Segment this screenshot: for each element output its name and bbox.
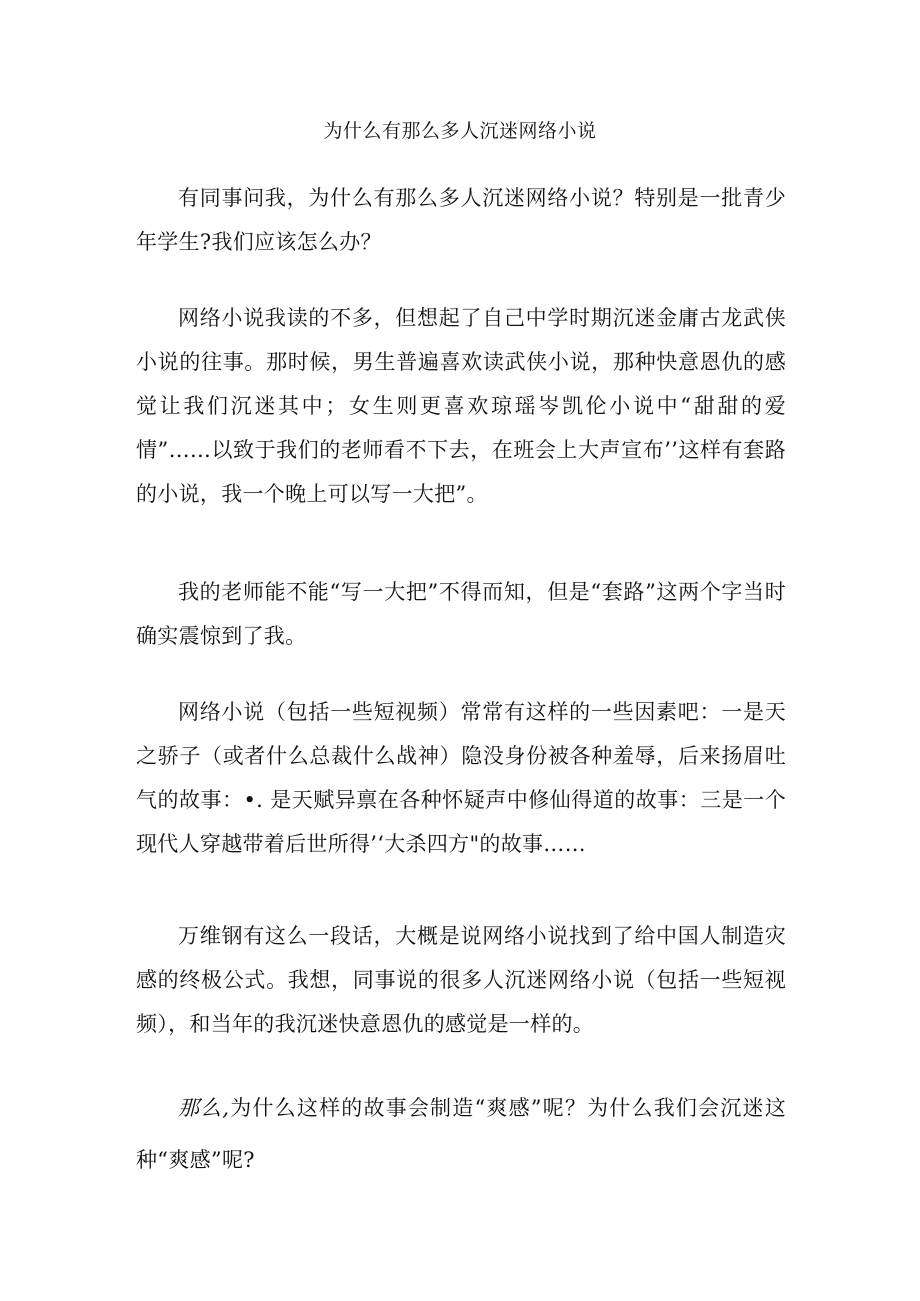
paragraph-5: 万维钢有这么一段话，大概是说网络小说找到了给中国人制造灾感的终极公式。我想，同事说的很多人沉迷网络小说（包括一些短视频），和当年的我沉迷快意恩仇的感觉是一样的。 [136, 924, 786, 1036]
document-title: 为什么有那么多人沉迷网络小说 [323, 120, 597, 142]
paragraph-1: 有同事问我，为什么有那么多人沉迷网络小说？特别是一批青少年学生?我们应该怎么办？ [136, 186, 786, 254]
paragraph-6-rest: 为什么这样的故事会制造“爽感”呢？为什么我们会沉迷这种“爽感”呢? [136, 1096, 786, 1172]
paragraph-3: 我的老师能不能“写一大把”不得而知，但是“套路”这两个字当时确实震惊到了我。 [136, 580, 786, 648]
paragraph-6 [136, 1082, 786, 1186]
paragraph-6-lead: 那么, [178, 1096, 230, 1120]
paragraph-2: 网络小说我读的不多，但想起了自己中学时期沉迷金庸古龙武侠小说的往事。那时候，男生普遍喜欢读武侠小说，那种快意恩仇的感觉让我们沉迷其中；女生则更喜欢琼瑶岑凯伦小说中“甜甜的爱情”……以致于我们的老师看不下去，在班会上大声宣布’’这样有套路的小说，我一个晚上可以写一大把”。 [136, 306, 786, 506]
paragraph-4: 网络小说（包括一些短视频）常常有这样的一些因素吧：一是天之骄子（或者什么总裁什么战神）隐没身份被各种羞辱，后来扬眉吐气的故事：•. 是天赋异禀在各种怀疑声中修仙得道的故事：三是一个现代人穿越带着后世所得’‘大杀四方"的故事…… [136, 700, 786, 856]
